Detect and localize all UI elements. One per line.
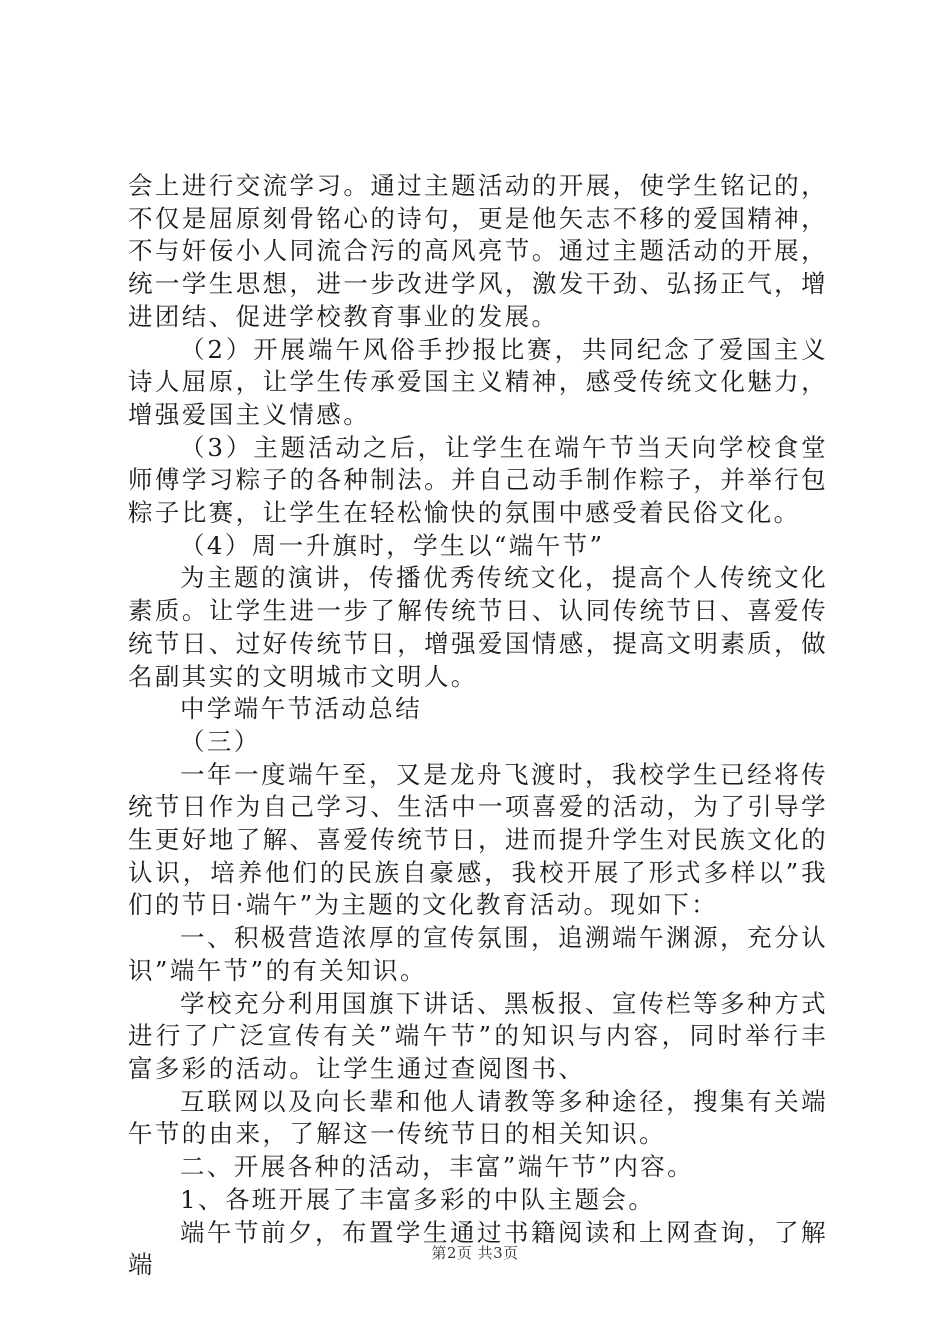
paragraph: 端午节前夕，布置学生通过书籍阅读和上网查询，了解端 <box>128 1217 828 1280</box>
paragraph: 会上进行交流学习。通过主题活动的开展，使学生铭记的，不仅是屈原刻骨铭心的诗句，更是他矢志不移的爱国精神，不与奸佞小人同流合污的高风亮节。通过主题活动的开展，统一学生思想，进一步改进学风，激发干劲、弘扬正气，增进团结、促进学校教育事业的发展。 <box>128 171 828 331</box>
paragraph: 一、积极营造浓厚的宣传氛围，追溯端午渊源，充分认识”端午节”的有关知识。 <box>128 923 828 985</box>
paragraph: （2）开展端午风俗手抄报比赛，共同纪念了爱国主义诗人屈原，让学生传承爱国主义精神，感受传统文化魅力，增强爱国主义情感。 <box>128 334 828 429</box>
paragraph: （3）主题活动之后，让学生在端午节当天向学校食堂师傅学习粽子的各种制法。并自己动手制作粽子，并举行包粽子比赛，让学生在轻松愉快的氛围中感受着民俗文化。 <box>128 432 828 528</box>
page-footer: 第2页 共3页 <box>431 1244 519 1262</box>
document-body <box>128 170 828 1282</box>
paragraph: （三） <box>180 726 261 756</box>
paragraph: 为主题的演讲，传播优秀传统文化，提高个人传统文化素质。让学生进一步了解传统节日、认同传统节日、喜爱传统节日、过好传统节日，增强爱国情感，提高文明素质，做名副其实的文明城市文明人。 <box>128 563 828 691</box>
paragraph: 中学端午节活动总结 <box>180 694 423 724</box>
paragraph: 一年一度端午至，又是龙舟飞渡时，我校学生已经将传统节日作为自己学习、生活中一项喜爱的活动，为了引导学生更好地了解、喜爱传统节日，进而提升学生对民族文化的认识，培养他们的民族自豪感，我校开展了形式多样以”我们的节日·端午”为主题的文化教育活动。现如下： <box>128 759 828 920</box>
paragraph: 二、开展各种的活动，丰富”端午节”内容。 <box>180 1152 695 1182</box>
paragraph: 学校充分利用国旗下讲话、黑板报、宣传栏等多种方式进行了广泛宣传有关”端午节”的知识与内容，同时举行丰富多彩的活动。让学生通过查阅图书、 <box>128 988 828 1083</box>
paragraph: （4）周一升旗时，学生以“端午节” <box>180 530 605 560</box>
paragraph: 1、各班开展了丰富多彩的中队主题会。 <box>180 1184 656 1214</box>
paragraph: 互联网以及向长辈和他人请教等多种途径，搜集有关端午节的由来，了解这一传统节日的相关知识。 <box>128 1086 828 1149</box>
